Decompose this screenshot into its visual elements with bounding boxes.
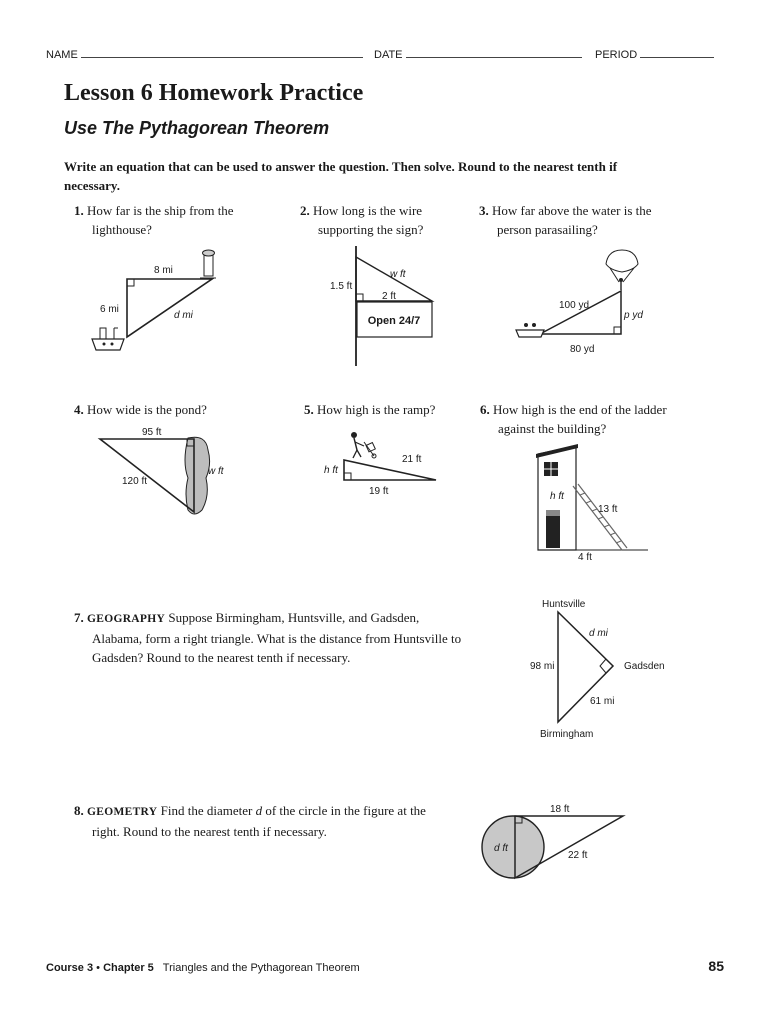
page-number: 85 bbox=[708, 958, 724, 974]
footer bbox=[46, 962, 360, 974]
problem-number: 4. bbox=[74, 402, 84, 417]
ship-icon bbox=[92, 328, 124, 350]
label-diam: d ft bbox=[494, 843, 508, 854]
label-right: w ft bbox=[208, 466, 224, 477]
footer-chapter: Chapter 5 bbox=[103, 962, 154, 974]
sign-text: Open 24/7 bbox=[367, 315, 421, 327]
problem-5 bbox=[304, 400, 464, 419]
label-base: 19 ft bbox=[369, 486, 389, 497]
name-field[interactable] bbox=[46, 47, 363, 61]
problem-number: 3. bbox=[479, 203, 489, 218]
label-upper-right: d mi bbox=[589, 628, 608, 639]
page-subtitle: Use The Pythagorean Theorem bbox=[64, 118, 330, 138]
period-label: PERIOD bbox=[595, 49, 638, 61]
problem-number: 1. bbox=[74, 203, 84, 218]
label-hyp: 13 ft bbox=[598, 504, 618, 515]
period-field[interactable] bbox=[595, 47, 714, 61]
problem-8 bbox=[74, 801, 454, 841]
page-title: Lesson 6 Homework Practice bbox=[64, 80, 364, 106]
label-top: 8 mi bbox=[154, 265, 173, 276]
problem-text-after: of the circle in the figure at the right. Round to the nearest tenth if necessary. bbox=[92, 803, 426, 839]
problem-category: GEOGRAPHY bbox=[87, 613, 166, 625]
problem-number: 8. bbox=[74, 803, 84, 818]
problem-number: 6. bbox=[480, 402, 490, 417]
problem-text: Suppose Birmingham, Huntsville, and Gadsden, Alabama, form a right triangle. What is the distance from Huntsville to Gadsden? Round to the nearest tenth if necessary. bbox=[92, 610, 462, 665]
date-field[interactable] bbox=[374, 47, 582, 61]
pond-shape bbox=[185, 437, 210, 514]
problem-text: How high is the end of the ladder against the building? bbox=[493, 402, 667, 436]
label-base: 2 ft bbox=[382, 291, 396, 302]
figure-pond bbox=[96, 422, 246, 522]
footer-chapter-title: Triangles and the Pythagorean Theorem bbox=[162, 962, 360, 974]
triangle bbox=[344, 460, 436, 480]
label-left: 1.5 ft bbox=[330, 281, 353, 292]
problem-7 bbox=[74, 608, 464, 667]
label-top: 95 ft bbox=[142, 427, 162, 438]
instructions: Write an equation that can be used to answer the question. Then solve. Round to the nearest tenth if necessary. bbox=[64, 159, 618, 193]
ladder-icon bbox=[573, 484, 627, 550]
circle-shape bbox=[482, 816, 544, 878]
right-angle-mark bbox=[127, 279, 134, 286]
problem-1 bbox=[74, 201, 254, 239]
label-base: 80 yd bbox=[570, 344, 595, 355]
hand-truck-icon bbox=[364, 442, 376, 458]
triangle bbox=[540, 291, 621, 334]
problem-2 bbox=[300, 201, 450, 239]
parachute-icon bbox=[606, 250, 638, 290]
date-label: DATE bbox=[374, 49, 403, 61]
problem-3 bbox=[479, 201, 679, 239]
figure-circle bbox=[476, 796, 636, 886]
person-icon bbox=[351, 432, 364, 458]
problem-number: 7. bbox=[74, 610, 84, 625]
label-lower-right: 61 mi bbox=[590, 696, 615, 707]
lighthouse-icon bbox=[200, 250, 216, 278]
problem-text-before: Find the diameter bbox=[160, 803, 253, 818]
label-hyp: 120 ft bbox=[122, 476, 148, 487]
label-birmingham: Birmingham bbox=[540, 729, 594, 740]
label-hyp: 100 yd bbox=[559, 300, 590, 311]
footer-course: Course 3 bbox=[46, 962, 94, 974]
problem-text: How wide is the pond? bbox=[87, 402, 207, 417]
date-blank[interactable] bbox=[406, 47, 582, 58]
problem-4 bbox=[74, 400, 254, 419]
figure-sign bbox=[326, 246, 446, 368]
problem-text: How far above the water is the person parasailing? bbox=[492, 203, 652, 237]
label-left-side: 98 mi bbox=[530, 661, 555, 672]
label-hyp: w ft bbox=[390, 269, 406, 280]
figure-parasail bbox=[510, 246, 660, 358]
figure-ramp bbox=[320, 426, 450, 502]
figure-ladder bbox=[530, 440, 660, 564]
label-left: h ft bbox=[550, 491, 564, 502]
problem-number: 2. bbox=[300, 203, 310, 218]
triangle bbox=[127, 279, 212, 337]
right-angle-mark bbox=[600, 659, 606, 673]
label-hyp: 22 ft bbox=[568, 850, 588, 861]
right-angle-mark bbox=[344, 473, 351, 480]
figure-cities bbox=[520, 594, 670, 744]
problem-variable: d bbox=[255, 803, 263, 818]
label-left: 6 mi bbox=[100, 304, 119, 315]
label-right: p yd bbox=[624, 310, 643, 321]
right-angle-mark bbox=[356, 294, 363, 301]
problem-number: 5. bbox=[304, 402, 314, 417]
boat-icon bbox=[516, 323, 544, 337]
figure-lighthouse bbox=[86, 240, 236, 360]
problem-text: How long is the wire supporting the sign? bbox=[313, 203, 424, 237]
problem-6 bbox=[480, 400, 700, 438]
problem-text: How far is the ship from the lighthouse? bbox=[87, 203, 234, 237]
label-base: 4 ft bbox=[578, 552, 592, 563]
footer-bullet: • bbox=[96, 962, 100, 974]
problem-text: How high is the ramp? bbox=[317, 402, 436, 417]
label-top: 18 ft bbox=[550, 804, 570, 815]
label-left: h ft bbox=[324, 465, 338, 476]
label-huntsville: Huntsville bbox=[542, 599, 586, 610]
label-hyp: d mi bbox=[174, 310, 193, 321]
name-blank[interactable] bbox=[81, 47, 363, 58]
problem-category: GEOMETRY bbox=[87, 806, 158, 818]
label-gadsden: Gadsden bbox=[624, 661, 665, 672]
label-hyp: 21 ft bbox=[402, 454, 422, 465]
right-angle-mark bbox=[614, 327, 621, 334]
name-label: NAME bbox=[46, 49, 78, 61]
period-blank[interactable] bbox=[640, 47, 714, 58]
